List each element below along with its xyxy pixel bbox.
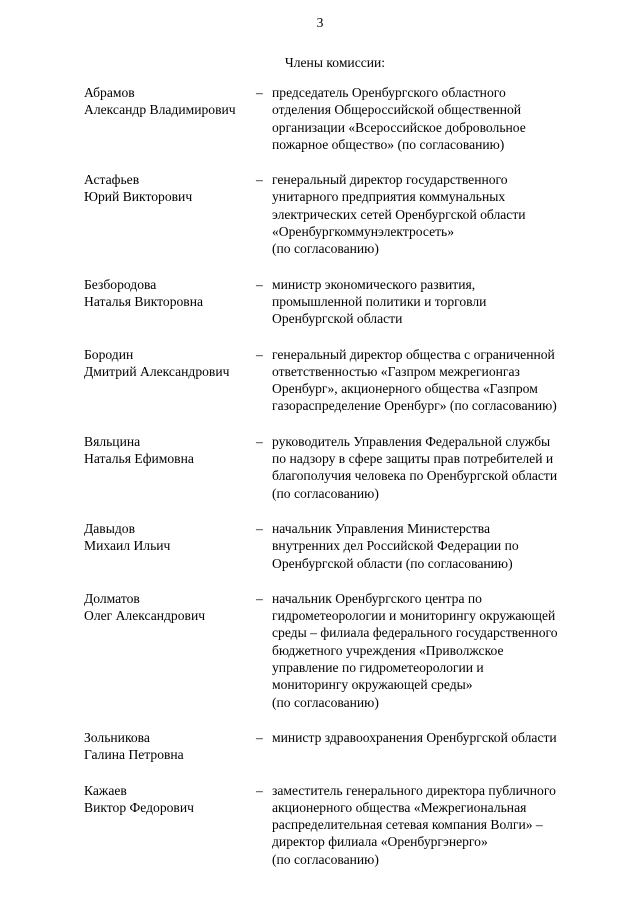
- member-position: [272, 729, 604, 746]
- position-line: благополучия человека по Оренбургской области: [272, 468, 558, 484]
- position-line: Оренбургской области (по согласованию): [272, 555, 513, 571]
- position-line: генеральный директор государственного: [272, 172, 508, 188]
- member-surname: Абрамов: [84, 85, 135, 100]
- member-name: [84, 520, 256, 555]
- member-position: [272, 276, 604, 328]
- member-surname: Астафьев: [84, 172, 140, 188]
- member-entry: [84, 782, 604, 868]
- position-line: начальник Управления Министерства: [272, 520, 491, 536]
- position-line: управление по гидрометеорологии и: [272, 660, 484, 676]
- position-line: электрических сетей Оренбургской области: [272, 206, 526, 222]
- member-position: [272, 171, 604, 257]
- member-entry: [84, 520, 604, 572]
- position-line: директор филиала «Оренбургэнерго»: [272, 834, 488, 850]
- position-line: среды – филиала федерального государственного: [272, 625, 558, 641]
- position-line: промышленной политики и торговли: [272, 293, 487, 309]
- member-name: [84, 276, 256, 311]
- member-name: [84, 346, 256, 381]
- position-line: по надзору в сфере защиты прав потребителей и: [272, 451, 554, 467]
- position-line: ответственностью «Газпром межрегионгаз: [272, 363, 520, 379]
- member-surname: Давыдов: [84, 520, 135, 536]
- position-line: генеральный директор общества с ограниченной: [272, 346, 555, 362]
- dash-separator: –: [256, 433, 263, 449]
- member-given-names: Виктор Федорович: [84, 799, 194, 815]
- member-given-names: Олег Александрович: [84, 608, 206, 624]
- member-position: [272, 346, 604, 415]
- dash-separator: –: [256, 346, 263, 362]
- member-given-names: Наталья Ефимовна: [84, 451, 194, 467]
- member-given-names: Галина Петровна: [84, 747, 184, 763]
- member-surname: Долматов: [84, 590, 140, 606]
- member-surname: Зольникова: [84, 729, 150, 745]
- position-line: Оренбургской области: [272, 311, 403, 327]
- position-line: (по согласованию): [272, 851, 379, 867]
- member-given-names: Михаил Ильич: [84, 538, 171, 554]
- dash-separator: –: [256, 782, 263, 798]
- position-line: (по согласованию): [272, 485, 379, 501]
- position-line: министр экономического развития,: [272, 276, 476, 292]
- position-line: председатель Оренбургского областного: [272, 85, 506, 100]
- page-number: 3: [316, 15, 324, 30]
- member-name: [84, 590, 256, 625]
- dash-separator: –: [256, 729, 263, 745]
- member-position: [272, 590, 604, 711]
- section-heading: Члены комиссии:: [284, 55, 386, 70]
- member-entry: [84, 433, 604, 502]
- member-position: [272, 520, 604, 572]
- position-line: гидрометеорологии и мониторингу окружающей: [272, 608, 556, 624]
- position-line: «Оренбургкоммунэлектросеть»: [272, 224, 455, 240]
- position-line: начальник Оренбургского центра по: [272, 590, 482, 606]
- member-entry: [84, 276, 604, 328]
- position-line: внутренних дел Российской Федерации по: [272, 538, 519, 554]
- position-line: газораспределение Оренбург» (по согласованию): [272, 398, 557, 414]
- dash-separator: –: [256, 85, 263, 100]
- dash-separator: –: [256, 590, 263, 606]
- member-entry: [84, 171, 604, 257]
- member-name: [84, 84, 256, 119]
- member-entry: [84, 729, 604, 764]
- position-line: распределительная сетевая компания Волги» –: [272, 817, 543, 833]
- member-entry: [84, 590, 604, 711]
- member-position: [272, 782, 604, 868]
- member-surname: Безбородова: [84, 276, 157, 292]
- member-given-names: Юрий Викторович: [84, 189, 193, 205]
- member-name: [84, 171, 256, 206]
- position-line: заместитель генерального директора публичного: [272, 782, 556, 798]
- member-given-names: Дмитрий Александрович: [84, 363, 230, 379]
- member-given-names: Наталья Викторовна: [84, 293, 204, 309]
- member-name: [84, 729, 256, 764]
- dash-separator: –: [256, 520, 263, 536]
- position-line: пожарное общество» (по согласованию): [272, 136, 505, 152]
- member-entry: [84, 84, 604, 153]
- position-line: унитарного предприятия коммунальных: [272, 189, 506, 205]
- member-given-names: Александр Владимирович: [84, 102, 236, 118]
- member-name: [84, 433, 256, 468]
- member-name: [84, 782, 256, 817]
- position-line: отделения Общероссийской общественной: [272, 102, 522, 118]
- member-position: [272, 84, 604, 153]
- dash-separator: –: [256, 172, 263, 188]
- position-line: Оренбург», акционерного общества «Газпром: [272, 381, 538, 397]
- position-line: руководитель Управления Федеральной службы: [272, 433, 551, 449]
- position-line: (по согласованию): [272, 694, 379, 710]
- position-line: бюджетного учреждения «Приволжское: [272, 642, 504, 658]
- member-surname: Вяльцина: [84, 433, 141, 449]
- dash-separator: –: [256, 276, 263, 292]
- position-line: акционерного общества «Межрегиональная: [272, 799, 527, 815]
- member-surname: Бородин: [84, 346, 134, 362]
- position-line: министр здравоохранения Оренбургской области: [272, 729, 557, 745]
- member-list: [84, 84, 604, 868]
- position-line: мониторингу окружающей среды»: [272, 677, 473, 693]
- member-position: [272, 433, 604, 502]
- member-surname: Кажаев: [84, 782, 127, 798]
- member-entry: [84, 346, 604, 415]
- position-line: (по согласованию): [272, 241, 379, 257]
- position-line: организации «Всероссийское добровольное: [272, 119, 526, 135]
